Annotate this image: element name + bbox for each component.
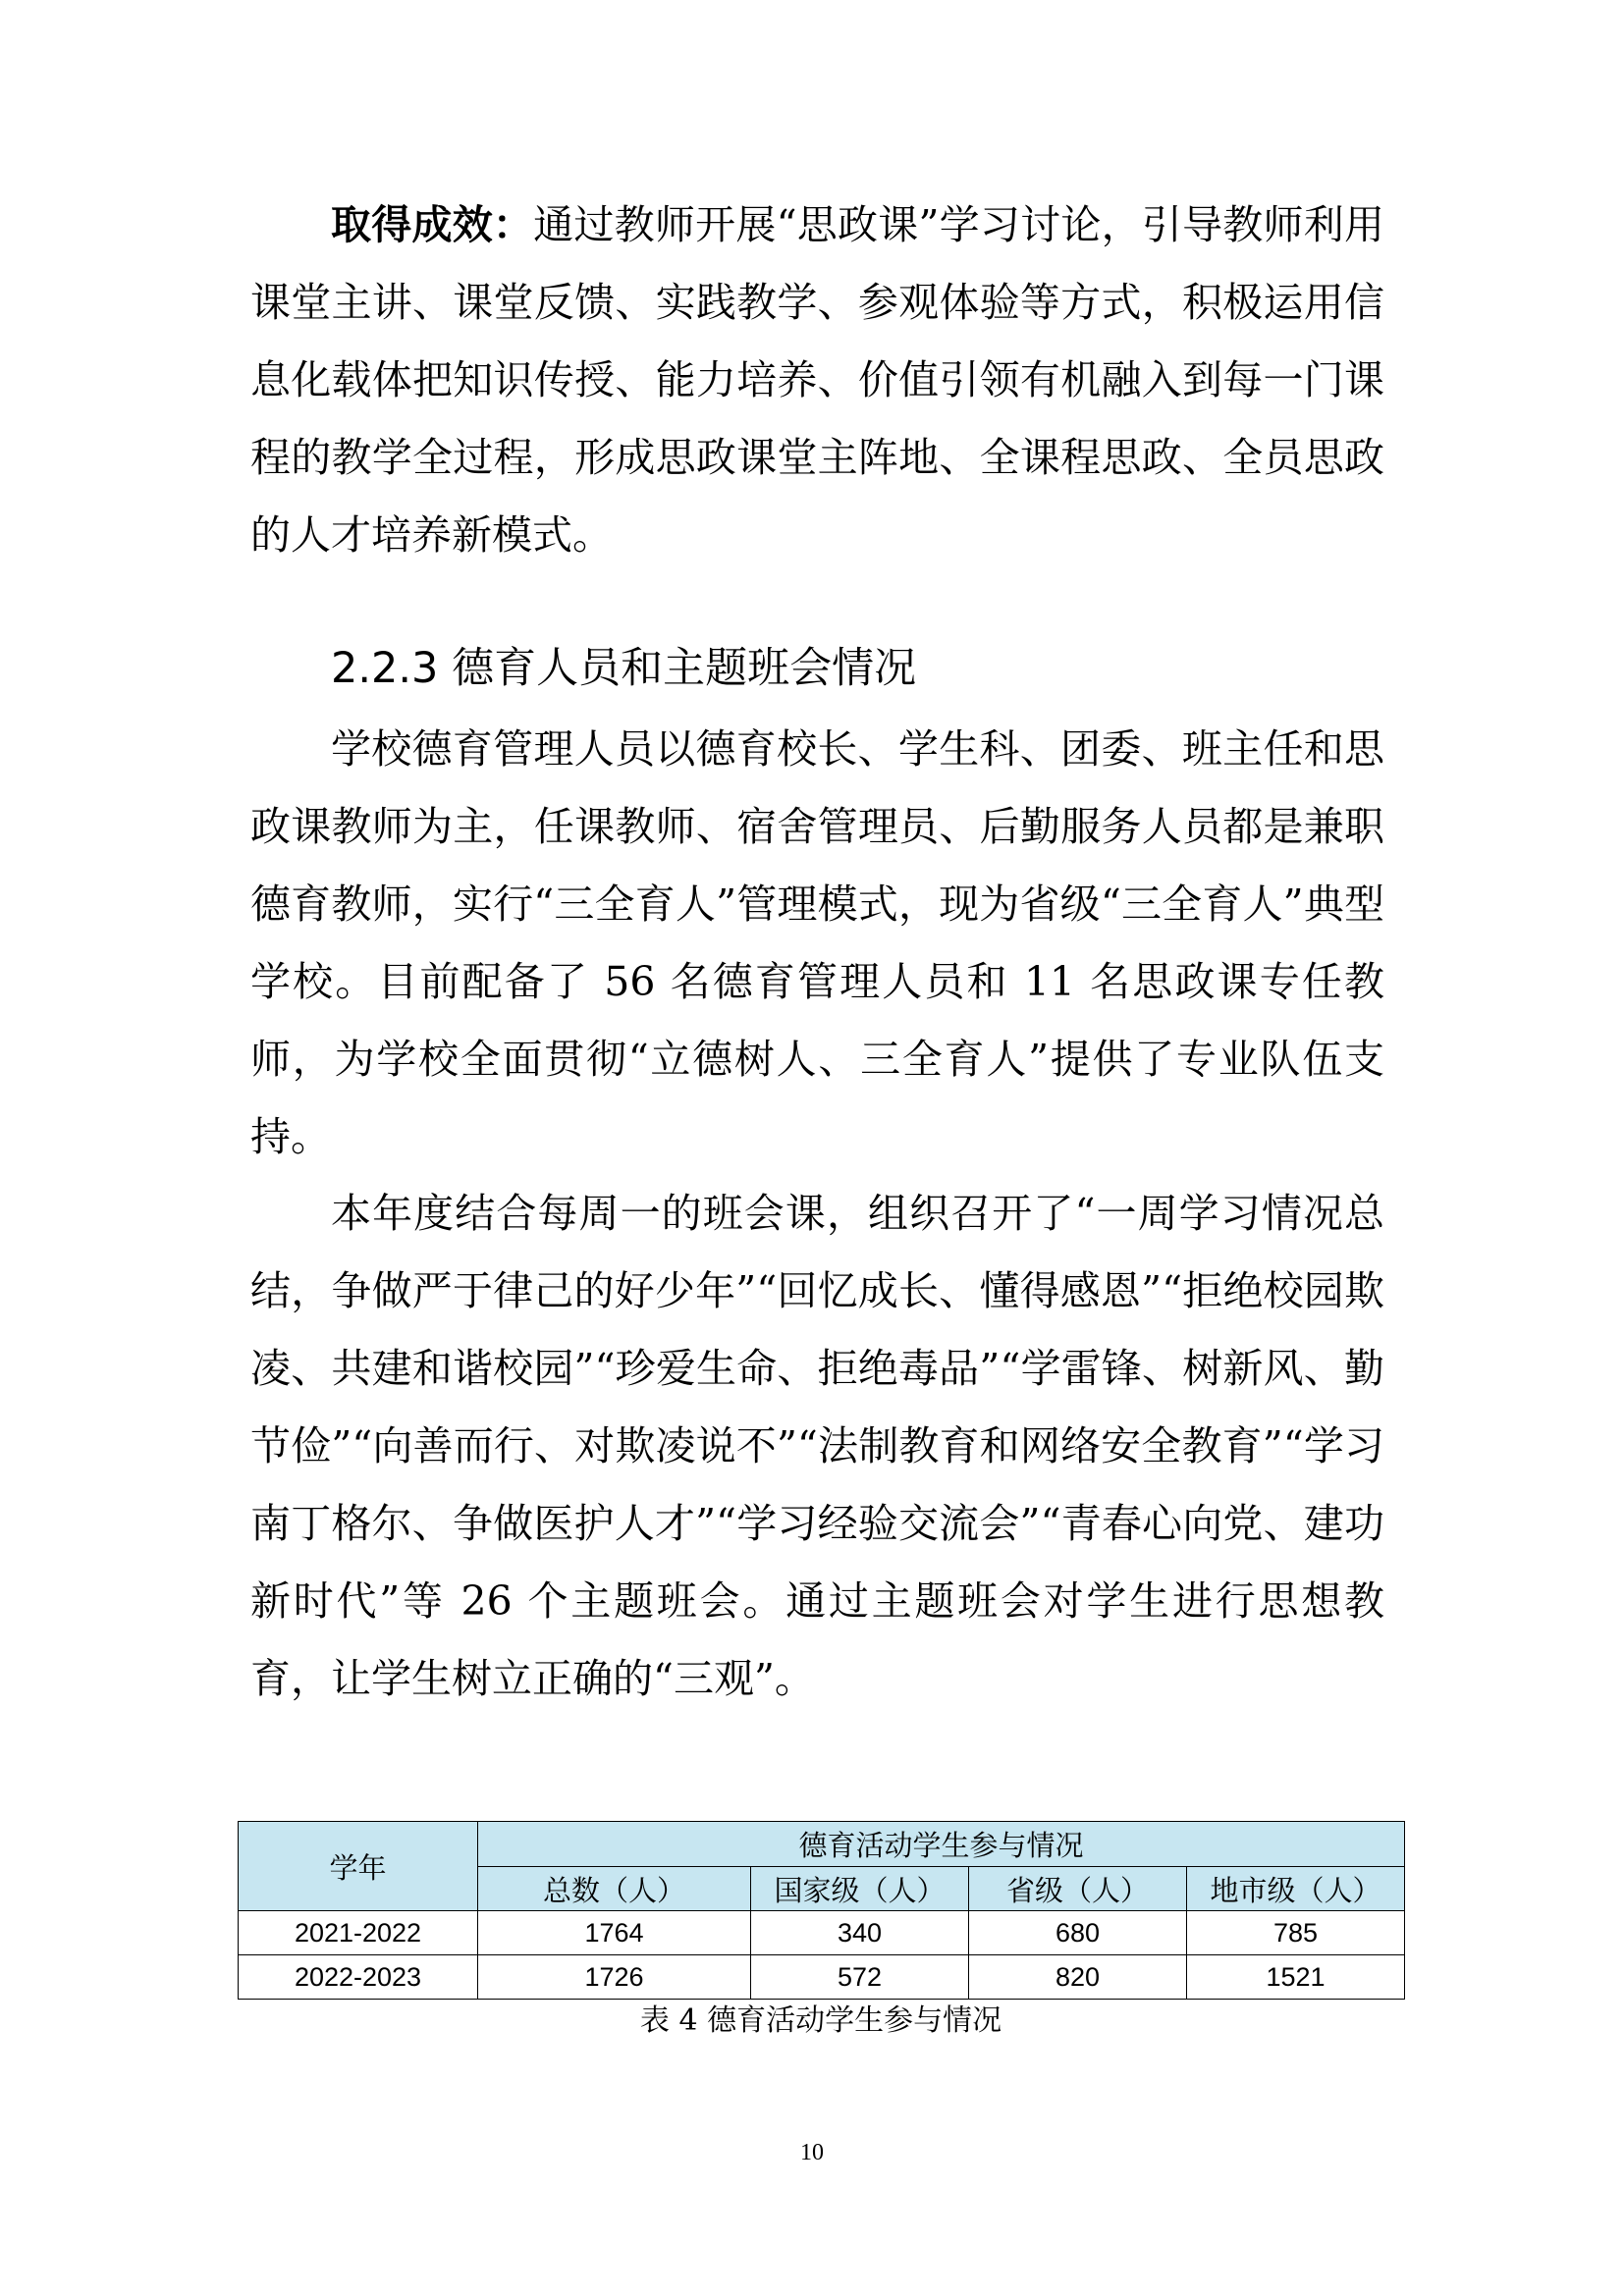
table-caption: 表 4 德育活动学生参与情况	[639, 2003, 1002, 2038]
group-header: 德育活动学生参与情况	[478, 1822, 1405, 1867]
column-header-city: 地市级（人）	[1187, 1867, 1405, 1911]
column-header-national: 国家级（人）	[751, 1867, 969, 1911]
table-row	[239, 1955, 1405, 2000]
cell-city: 785	[1187, 1911, 1405, 1955]
cell-year: 2021-2022	[239, 1911, 478, 1955]
cell-national: 340	[751, 1911, 969, 1955]
effect-text: 通过教师开展“思政课”学习讨论，引导教师利用课堂主讲、课堂反馈、实践教学、参观体验等方式，积极运用信息化载体把知识传授、能力培养、价值引领有机融入到每一门课程的教学全过程，形成思政课堂主阵地、全课程思政、全员思政的人才培养新模式。	[250, 201, 1384, 559]
cell-provincial: 820	[969, 1955, 1187, 2000]
cell-year: 2022-2023	[239, 1955, 478, 2000]
cell-national: 572	[751, 1955, 969, 2000]
staff-paragraph: 学校德育管理人员以德育校长、学生科、团委、班主任和思政课教师为主，任课教师、宿舍管理员、后勤服务人员都是兼职德育教师，实行“三全育人”管理模式，现为省级“三全育人”典型学校。目前配备了 56 名德育管理人员和 11 名思政课专任教师，为学校全面贯彻“立德树人、三全育人”提供了专业队伍支持。	[250, 725, 1384, 1160]
table-row	[239, 1911, 1405, 1955]
cell-total: 1764	[478, 1911, 751, 1955]
effect-paragraph	[250, 187, 1384, 574]
cell-total: 1726	[478, 1955, 751, 2000]
participation-table	[238, 1821, 1405, 2000]
column-header-total: 总数（人）	[478, 1867, 751, 1911]
effect-lead: 取得成效：	[331, 201, 534, 248]
meetings-paragraph: 本年度结合每周一的班会课，组织召开了“一周学习情况总结，争做严于律己的好少年”“回忆成长、懂得感恩”“拒绝校园欺凌、共建和谐校园”“珍爱生命、拒绝毒品”“学雷锋、树新风、勤节俭”“向善而行、对欺凌说不”“法制教育和网络安全教育”“学习南丁格尔、争做医护人才”“学习经验交流会”“青春心向党、建功新时代”等 26 个主题班会。通过主题班会对学生进行思想教育，让学生树立正确的“三观”。	[250, 1190, 1384, 1702]
page-number: 10	[800, 2140, 824, 2165]
year-header: 学年	[239, 1822, 478, 1911]
cell-city: 1521	[1187, 1955, 1405, 2000]
section-heading: 2.2.3 德育人员和主题班会情况	[331, 644, 917, 693]
cell-provincial: 680	[969, 1911, 1187, 1955]
column-header-provincial: 省级（人）	[969, 1867, 1187, 1911]
